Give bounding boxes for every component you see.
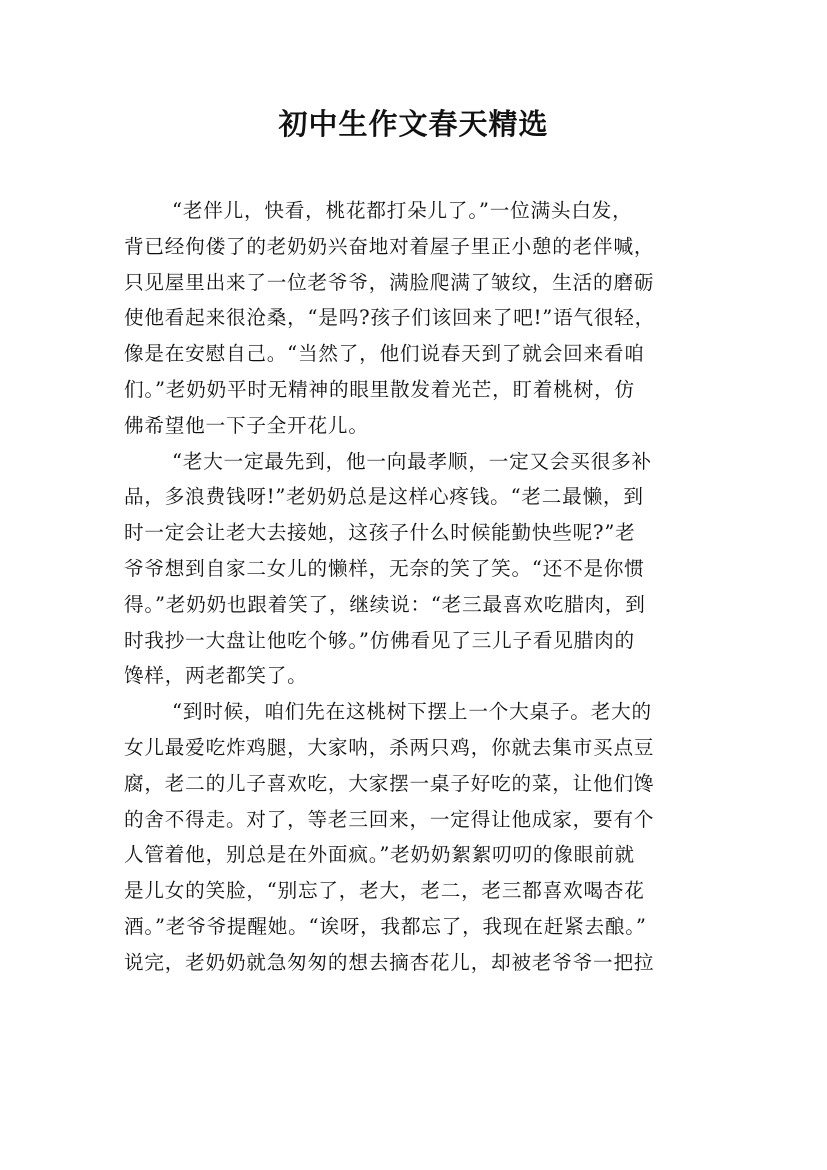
text-line: 馋样，两老都笑了。 [124, 664, 308, 688]
text-line: 只见屋里出来了一位老爷爷，满脸爬满了皱纹，生活的磨砺 [124, 270, 655, 294]
text-line: 佛希望他一下子全开花儿。 [124, 413, 369, 437]
text-line: 们。”老奶奶平时无精神的眼里散发着光芒，盯着桃树，仿 [124, 377, 635, 401]
text-line: 说完，老奶奶就急匆匆的想去摘杏花儿，却被老爷爷一把拉 [124, 950, 655, 974]
text-line: 品，多浪费钱呀!”老奶奶总是这样心疼钱。“老二最懒，到 [124, 485, 644, 509]
text-line: 女儿最爱吃炸鸡腿，大家呐，杀两只鸡，你就去集市买点豆 [124, 735, 655, 759]
document-body [124, 193, 708, 981]
text-line: 是儿女的笑脸，“别忘了，老大，老二，老三都喜欢喝杏花 [124, 879, 645, 903]
text-line: 背已经佝偻了的老奶奶兴奋地对着屋子里正小憩的老伴喊， [124, 234, 655, 258]
document-title: 初中生作文春天精选 [278, 107, 549, 141]
text-line: 的舍不得走。对了，等老三回来，一定得让他成家，要有个 [124, 807, 655, 831]
text-line: 使他看起来很沧桑，“是吗?孩子们该回来了吧!”语气很轻， [124, 306, 656, 330]
text-line: 爷爷想到自家二女儿的懒样，无奈的笑了笑。“还不是你惯 [124, 556, 645, 580]
text-line: 得。”老奶奶也跟着笑了，继续说：“老三最喜欢吃腊肉，到 [124, 592, 646, 616]
text-line: 时一定会让老大去接她，这孩子什么时候能勤快些呢?”老 [124, 521, 636, 545]
paragraph-first-line: “老大一定最先到，他一向最孝顺，一定又会买很多补 [172, 449, 652, 473]
text-line: 酒。”老爷爷提醒她。“诶呀，我都忘了，我现在赶紧去酿。” [124, 914, 647, 938]
text-line: 人管着他，别总是在外面疯。”老奶奶絮絮叨叨的像眼前就 [124, 843, 635, 867]
paragraph-first-line: “老伴儿，快看，桃花都打朵儿了。”一位满头白发， [172, 199, 633, 222]
paragraph-first-line: “到时候，咱们先在这桃树下摆上一个大桌子。老大的 [172, 700, 652, 724]
text-line: 像是在安慰自己。“当然了，他们说春天到了就会回来看咱 [124, 342, 645, 366]
text-line: 时我抄一大盘让他吃个够。”仿佛看见了三儿子看见腊肉的 [124, 628, 635, 652]
text-line: 腐，老二的儿子喜欢吃，大家摆一桌子好吃的菜，让他们馋 [124, 771, 655, 795]
